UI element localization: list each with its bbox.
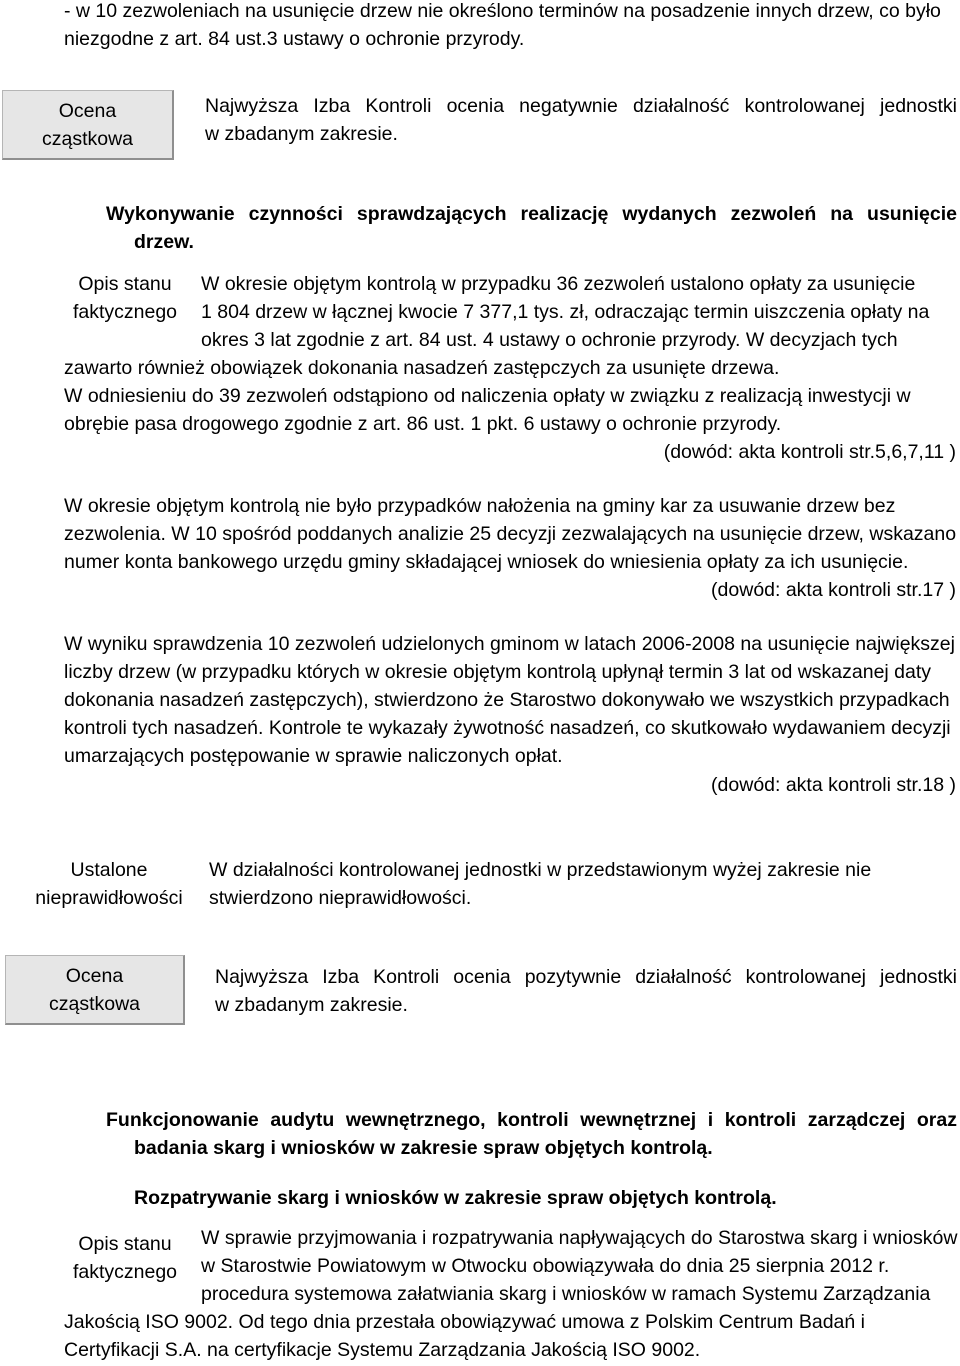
paragraph-line: liczby drzew (w przypadku których w okresie objętym kontrolą upłynął termin 3 lat od wskazanej daty <box>64 661 932 683</box>
evidence-reference: (dowód: akta kontroli str.5,6,7,11 ) <box>663 441 956 463</box>
paragraph-line: kontroli tych nasadzeń. Kontrole te wykazały żywotność nasadzeń, co skutkowało wydawaniem decyzji <box>64 717 951 739</box>
paragraph-line: okres 3 lat zgodnie z art. 84 ust. 4 ustawy o ochronie przyrody. W decyzjach tych <box>201 329 898 351</box>
evidence-reference: (dowód: akta kontroli str.18 ) <box>711 774 956 796</box>
irregularities-text-line1: W działalności kontrolowanej jednostki w przedstawionym wyżej zakresie nie <box>209 859 872 881</box>
top-line-2: niezgodne z art. 84 ust.3 ustawy o ochronie przyrody. <box>64 28 525 50</box>
paragraph-line: numer konta bankowego urzędu gminy składającej wniosek do wniesienia opłaty za ich usunięcie. <box>64 551 909 573</box>
fact-label-line2: faktycznego <box>72 301 178 323</box>
fact-label-line1: Opis stanu <box>78 273 172 295</box>
partial-grade-label-box <box>5 955 185 1025</box>
partial-grade-text-line2: w zbadanym zakresie. <box>215 994 408 1016</box>
partial-grade-label-line2: cząstkowa <box>48 992 141 1015</box>
section-subheading: Rozpatrywanie skarg i wniosków w zakresie spraw objętych kontrolą. <box>134 1187 777 1209</box>
section-heading-line2: badania skarg i wniosków w zakresie spraw objętych kontrolą. <box>134 1137 713 1159</box>
section-heading-line2: drzew. <box>134 231 194 253</box>
partial-grade-text-line2: w zbadanym zakresie. <box>205 123 398 145</box>
partial-grade-text-line1: Najwyższa Izba Kontroli ocenia pozytywnie działalność kontrolowanej jednostki <box>215 966 957 988</box>
paragraph-line: W okresie objętym kontrolą nie było przypadków nałożenia na gminy kar za usuwanie drzew bez <box>64 495 896 517</box>
paragraph-line: W okresie objętym kontrolą w przypadku 36 zezwoleń ustalono opłaty za usunięcie <box>201 273 916 295</box>
paragraph-line: dokonania nasadzeń zastępczych), stwierdzono że Starostwo dokonywało we wszystkich przypadkach <box>64 689 950 711</box>
paragraph-line: zawarto również obowiązek dokonania nasadzeń zastępczych za usunięte drzewa. <box>64 357 780 379</box>
irregularities-text-line2: stwierdzono nieprawidłowości. <box>209 887 472 909</box>
paragraph-line: w Starostwie Powiatowym w Otwocku obowiązywała do dnia 25 sierpnia 2012 r. <box>201 1255 890 1277</box>
irregularities-label <box>28 856 190 912</box>
paragraph-line: Certyfikacji S.A. na certyfikacje Systemu Zarządzania Jakością ISO 9002. <box>64 1339 701 1361</box>
partial-grade-text-line1: Najwyższa Izba Kontroli ocenia negatywnie działalność kontrolowanej jednostki <box>205 95 957 117</box>
fact-label <box>60 270 190 326</box>
paragraph-line: Jakością ISO 9002. Od tego dnia przestała obowiązywać umowa z Polskim Centrum Badań i <box>64 1311 865 1333</box>
paragraph-line: procedura systemowa załatwiania skarg i wniosków w ramach Systemu Zarządzania <box>201 1283 931 1305</box>
paragraph-line: W odniesieniu do 39 zezwoleń odstąpiono od naliczenia opłaty w związku z realizacją inwestycji w <box>64 385 911 407</box>
irregularities-label-line2: nieprawidłowości <box>35 887 183 909</box>
partial-grade-label-box <box>2 90 174 160</box>
evidence-reference: (dowód: akta kontroli str.17 ) <box>711 579 956 601</box>
paragraph-line: W wyniku sprawdzenia 10 zezwoleń udzielonych gminom w latach 2006-2008 na usunięcie największej <box>64 633 955 655</box>
section-heading-line1: Wykonywanie czynności sprawdzających realizację wydanych zezwoleń na usunięcie <box>106 203 957 225</box>
top-line-1: - w 10 zezwoleniach na usunięcie drzew nie określono terminów na posadzenie innych drzew, co było <box>64 0 941 22</box>
partial-grade-label-line1: Ocena <box>58 99 117 122</box>
paragraph-line: 1 804 drzew w łącznej kwocie 7 377,1 tys. zł, odraczając termin uiszczenia opłaty na <box>201 301 930 323</box>
partial-grade-label-line2: cząstkowa <box>41 127 134 150</box>
irregularities-label-line1: Ustalone <box>70 859 148 881</box>
paragraph-line: zezwolenia. W 10 spośród poddanych analizie 25 decyzji zezwalających na usunięcie drzew, wskazano <box>64 523 957 545</box>
fact-label-line2: faktycznego <box>72 1261 178 1283</box>
paragraph-line: umarzających postępowanie w sprawie naliczonych opłat. <box>64 745 563 767</box>
paragraph-line: obrębie pasa drogowego zgodnie z art. 86 ust. 1 pkt. 6 ustawy o ochronie przyrody. <box>64 413 782 435</box>
fact-label <box>60 1230 190 1286</box>
section-heading-line1: Funkcjonowanie audytu wewnętrznego, kontroli wewnętrznej i kontroli zarządczej oraz <box>106 1109 957 1131</box>
paragraph-line: W sprawie przyjmowania i rozpatrywania napływających do Starostwa skarg i wniosków <box>201 1227 958 1249</box>
partial-grade-label-line1: Ocena <box>65 964 124 987</box>
fact-label-line1: Opis stanu <box>78 1233 172 1255</box>
